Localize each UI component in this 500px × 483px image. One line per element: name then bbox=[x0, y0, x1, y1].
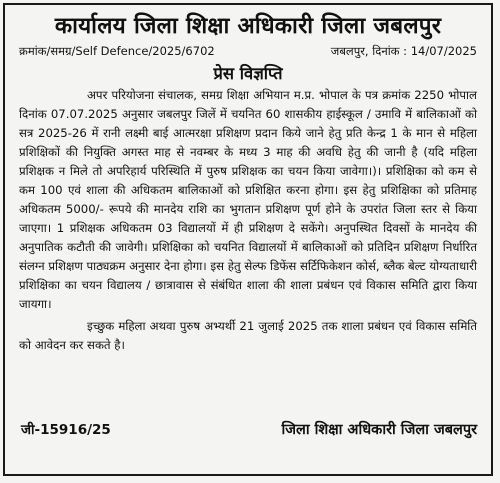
paragraph-application: इच्छुक महिला अथवा पुरुष अभ्यर्थी 21 जुलाई 2025 तक शाला प्रबंधन एवं विकास समिति को आवेदन कर सकते है। bbox=[19, 319, 477, 352]
place-date: जबलपुर, दिनांक : 14/07/2025 bbox=[330, 44, 477, 58]
reference-line bbox=[19, 42, 477, 60]
signatory: जिला शिक्षा अधिकारी जिला जबलपुर bbox=[281, 422, 477, 438]
notice-footer bbox=[21, 419, 477, 439]
g-code: जी-15916/25 bbox=[21, 422, 111, 438]
press-notice bbox=[3, 3, 493, 476]
paragraph-main: अपर परियोजना संचालक, समग्र शिक्षा अभियान म.प्र. भोपाल के पत्र क्रमांक 2250 भोपाल दिनांक 07.07.2025 अनुसार जबलपुर जिलें में चयनित 60 शासकीय हाईस्कूल / उमावि में बालिकाओं को सत्र 2025-26 में रानी लक्ष्मी बाई आत्मरक्षा प्रशिक्षण प्रदान किये जाने हेतु प्रति केन्द्र 1 के मान से महिला प्रशिक्षिकों की नियुक्ति अगस्त माह से नवम्बर के मध्य 3 माह की अवधि हेतु की जानी है (यदि महिला प्रशिक्षक न मिले तो अपरिहार्य परिस्थिति में पुरुष प्रशिक्षक का चयन किया जावेगा।)। प्रशिक्षिका को कम से कम 100 एवं शाला की अधिकतम बालिकाओं को प्रशिक्षित करना होगा। इस हेतु प्रशिक्षिका को प्रतिमाह अधिकतम 5000/- रूपये की मानदेय राशि का भुगतान प्रशिक्षण पूर्ण होने के उपरांत जिला स्तर से किया जाएगा। 1 प्रशिक्षक अधिकतम 03 विद्यालयों में ही प्रशिक्षण दे सकेंगे। अनुपस्थित दिवसों के मानदेय की अनुपातिक कटौती की जावेगी। प्रशिक्षिका को चयनित विद्यालयों में बालिकाओं को प्रतिदिन प्रशिक्षण निर्धारित संलग्न प्रशिक्षण पाठ्यक्रम अनुसार देना होगा। इस हेतु सेल्फ डिफेंस सर्टिफिकेशन कोर्स, ब्लैक बेल्ट योग्यताधारी प्रशिक्षिका का चयन विद्यालय / छात्रावास से संबंधित शाला की शाला प्रबंधन एवं विकास समिति द्वारा किया जायगा। bbox=[19, 88, 477, 311]
notice-body bbox=[19, 86, 477, 355]
reference-number: क्रमांक/समग्र/Self Defence/2025/6702 bbox=[19, 44, 215, 58]
notice-heading: प्रेस विज्ञप्ति bbox=[213, 64, 283, 83]
office-title: कार्यालय जिला शिक्षा अधिकारी जिला जबलपुर bbox=[54, 13, 442, 39]
